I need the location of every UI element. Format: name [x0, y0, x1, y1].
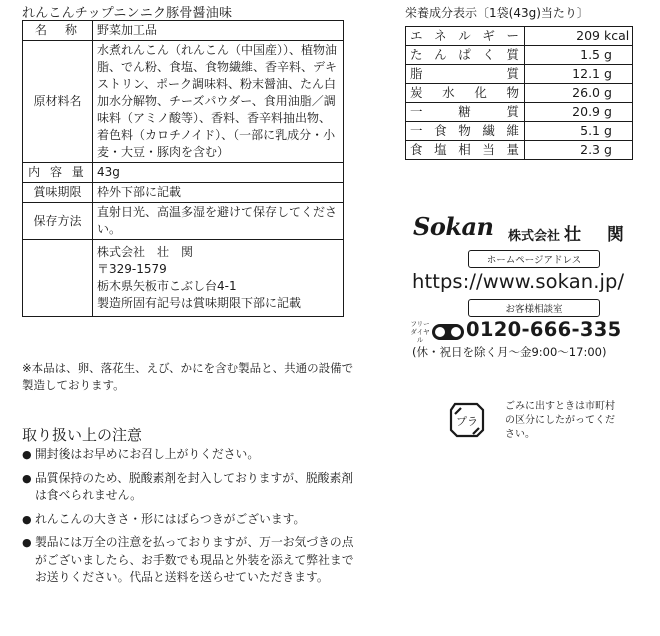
nutrient-unit: g: [604, 47, 612, 62]
recycle-instruction: ごみに出すときは市町村の区分にしたがってください。: [505, 401, 615, 440]
manufacturer-zip: 〒329-1579: [97, 262, 167, 276]
handling-list: [22, 446, 362, 593]
nutrient-amount: [525, 103, 633, 122]
freedial-icon: [432, 324, 464, 340]
nutrient-value: 209: [576, 28, 601, 43]
content-value: 43g: [93, 163, 344, 183]
handling-item: ● 品質保持のため、脱酸素剤を封入しておりますが、脱酸素剤は食べられません。: [22, 470, 362, 505]
nutrient-amount: [525, 84, 633, 103]
nutrient-unit: g: [604, 123, 612, 138]
nutrition-row: [406, 84, 633, 103]
nutrient-value: 20.9: [572, 104, 601, 119]
storage-value: 直射日光、高温多湿を避けて保存してください。: [93, 203, 344, 240]
manufacturer-label: [23, 240, 93, 317]
expiry-value: 枠外下部に記載: [93, 183, 344, 203]
spec-row-ingredients: [23, 41, 344, 163]
company-main-name: 壮 関: [564, 225, 634, 245]
expiry-label: 賞味期限: [23, 183, 93, 203]
nutrition-row: [406, 27, 633, 46]
name-label: 名 称: [23, 21, 93, 41]
nutrition-title: 栄養成分表示〔1袋(43g)当たり〕: [405, 6, 589, 20]
nutrient-amount: [525, 27, 633, 46]
nutrition-row: [406, 103, 633, 122]
nutrient-value: 12.1: [572, 66, 601, 81]
handling-item: ● 製品には万全の注意を払っておりますが、万一お気づきの点がございましたら、お手数でも現品と外装を添えて弊社までお送りください。代品と送料を送らせていただきます。: [22, 534, 362, 587]
company-prefix: 株式会社: [508, 229, 561, 244]
nutrient-amount: [525, 122, 633, 141]
nutrient-value: 2.3: [580, 142, 601, 157]
allergen-note: ※本品は、卵、落花生、えび、かにを含む製品と、共通の設備で製造しております。: [22, 361, 354, 392]
plastic-recycle-icon: [447, 400, 487, 442]
spec-row-content: [23, 163, 344, 183]
spec-row-manufacturer: [23, 240, 344, 317]
homepage-url[interactable]: https://www.sokan.jp/: [412, 270, 625, 293]
nutrient-name: 一食物繊維: [406, 122, 525, 141]
product-title: れんこんチップニンニク豚骨醤油味: [22, 6, 233, 21]
nutrient-value: 26.0: [572, 85, 601, 100]
nutrient-unit: g: [604, 104, 612, 119]
nutrition-row: [406, 141, 633, 160]
nutrient-amount: [525, 141, 633, 160]
content-label: 内 容 量: [23, 163, 93, 183]
nutrient-name: エネルギー: [406, 27, 525, 46]
manufacturer-value: [93, 240, 344, 317]
recycle-mark-label: プラ: [456, 415, 478, 428]
phone-number[interactable]: 0120-666-335: [466, 318, 622, 341]
manufacturer-code-note: 製造所固有記号は賞味期限下部に記載: [97, 296, 302, 310]
name-value: 野菜加工品: [93, 21, 344, 41]
spec-row-storage: [23, 203, 344, 240]
handling-item: ● 開封後はお早めにお召し上がりください。: [22, 446, 362, 464]
handling-item: ● れんこんの大きさ・形にはばらつきがございます。: [22, 511, 362, 529]
handling-title: 取り扱い上の注意: [22, 426, 143, 444]
nutrient-name: たんぱく質: [406, 46, 525, 65]
contact-label: お客様相談室: [468, 299, 600, 317]
spec-row-name: [23, 21, 344, 41]
freedial-kana: フリーダイヤル: [410, 320, 430, 344]
nutrition-row: [406, 65, 633, 84]
nutrition-table: [405, 26, 633, 160]
nutrient-value: 5.1: [580, 123, 601, 138]
nutrient-unit: kcal: [604, 28, 630, 43]
contact-hours: (休・祝日を除く月～金9:00～17:00): [412, 345, 607, 359]
nutrient-unit: g: [604, 66, 612, 81]
ingredients-value: 水煮れんこん（れんこん（中国産））、植物油脂、でん粉、食塩、食物繊維、香辛料、デキストリン、ポーク調味料、粉末醤油、たん白加水分解物、チーズパウダー、食用油脂／調味料（アミノ酸等）、香料、香辛料抽出物、着色料（カロチノイド）、（一部に乳成分・小麦・大豆・豚肉を含む）: [93, 41, 344, 163]
nutrient-name: 食塩相当量: [406, 141, 525, 160]
nutrient-unit: g: [604, 142, 612, 157]
nutrient-name: 炭水化物: [406, 84, 525, 103]
nutrient-name: 脂質: [406, 65, 525, 84]
nutrient-name: 一糖質: [406, 103, 525, 122]
manufacturer-company: 株式会社 壮 関: [97, 245, 194, 259]
company-name: [508, 220, 634, 245]
nutrient-value: 1.5: [580, 47, 601, 62]
ingredients-label: 原材料名: [23, 41, 93, 163]
nutrient-amount: [525, 65, 633, 84]
brand-logo: Sokan: [413, 212, 494, 241]
nutrition-row: [406, 122, 633, 141]
spec-table: [22, 20, 344, 317]
storage-label: 保存方法: [23, 203, 93, 240]
nutrient-amount: [525, 46, 633, 65]
manufacturer-address: 栃木県矢板市こぶし台4-1: [97, 279, 237, 293]
freedial-mark: [410, 318, 470, 346]
homepage-label: ホームページアドレス: [468, 250, 600, 268]
nutrition-row: [406, 46, 633, 65]
nutrient-unit: g: [604, 85, 612, 100]
spec-row-expiry: [23, 183, 344, 203]
